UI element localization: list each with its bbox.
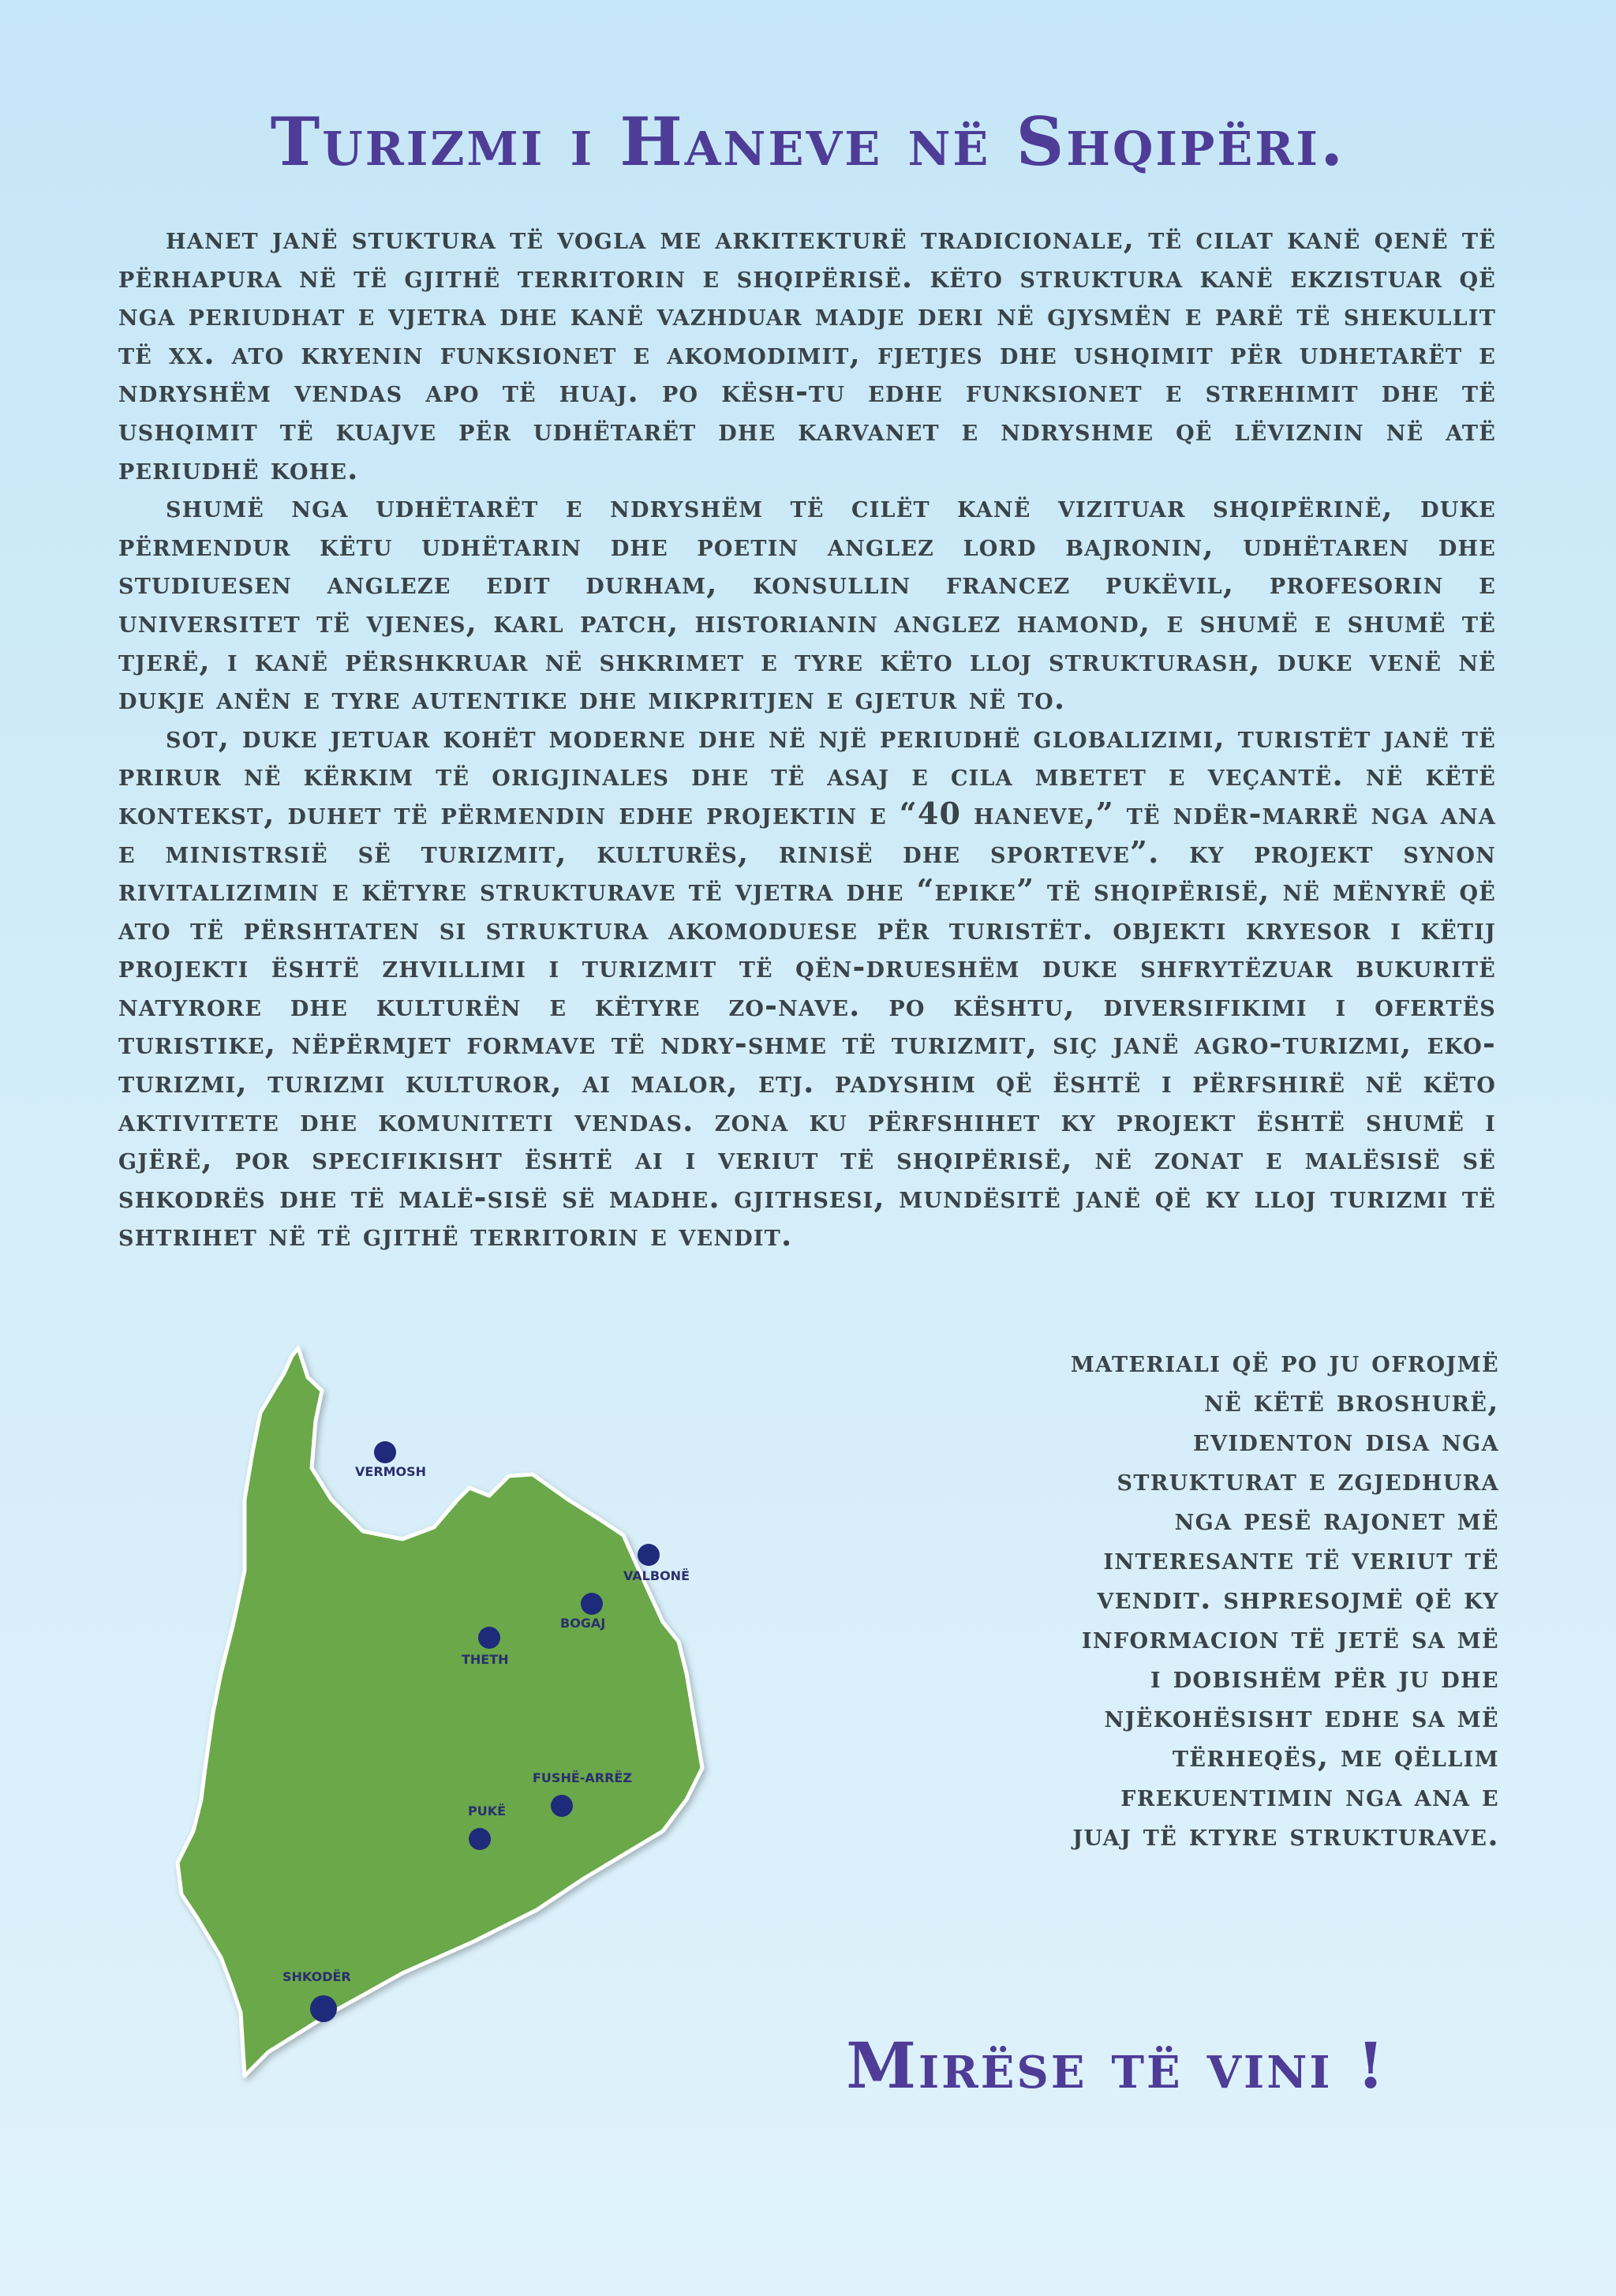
- welcome-heading: Mirëse të vini !: [846, 2028, 1387, 2103]
- city-marker: [478, 1627, 500, 1649]
- region-land-shape: [178, 1348, 702, 2076]
- city-marker: [638, 1544, 660, 1566]
- city-marker: [581, 1593, 603, 1615]
- paragraph-3: sot, duke jetuar kohët moderne dhe në një periudhë globalizimi, turistët janë të prirur në kërkim të origjinales dhe të asaj e cila mbetet e veçantë. në këtë kontekst, duhet të përmendin edhe projektin e “40 haneve,” të ndër-marrë nga ana e ministrsië së turizmit, kulturës, rinisë dhe sporteve”. ky projekt synon rivitalizimin e këtyre strukturave të vjetra dhe “epike” të shqipërisë, në mënyrë që ato të përshtaten si struktura akomoduese për turistët. objekti kryesor i këtij projekti është zhvillimi i turizmit të qën-drueshëm duke shfrytëzuar bukuritë natyrore dhe kulturën e këtyre zo-nave. po kështu, diversifikimi i ofertës turistike, nëpërmjet formave të ndry-shme të turizmit, siç janë agro-turizmi, eko-turizmi, turizmi kulturor, ai malor, etj. padyshim që është i përfshirë në këto aktivitete dhe komuniteti vendas. zona ku përfshihet ky projekt është shumë i gjërë, por specifikisht është ai i veriut të shqipërisë, në zonat e malësisë së shkodrës dhe të malë-sisë së madhe. gjithsesi, mundësitë janë që ky lloj turizmi të shtrihet në të gjithë territorin e vendit.: [118, 718, 1497, 1253]
- city-label: Valbonë: [623, 1568, 690, 1583]
- city-label: Theth: [462, 1652, 509, 1667]
- city-marker: [469, 1828, 491, 1850]
- body-text: [118, 219, 1496, 1255]
- paragraph-2: shumë nga udhëtarët e ndryshëm të cilët kanë vizituar shqipërinë, duke përmendur këtu udhëtarin dhe poetin anglez lord bajronin, udhëtaren dhe studiuesen angleze edit durham, konsullin francez pukëvil, profesorin e universitet të vjenes, karl patch, historianin anglez hamond, e shumë e shumë të tjerë, i kanë përshkruar në shkrimet e tyre këto lloj strukturash, duke venë në dukje anën e tyre autentike dhe mikpritjen e gjetur në to.: [118, 489, 1496, 717]
- city-marker: [551, 1795, 573, 1817]
- city-label: Vermosh: [355, 1464, 427, 1479]
- page-title: Turizmi i Haneve në Shqipëri.: [270, 103, 1346, 181]
- paragraph-1: hanet janë stuktura të vogla me arkitekturë tradicionale, të cilat kanë qenë të përhapura në të gjithë territorin e shqipërisë. këto struktura kanë ekzistuar që nga periudhat e vjetra dhe kanë vazhduar madje deri në gjysmën e parë të shekullit të xx. ato kryenin funksionet e akomodimit, fjetjes dhe ushqimit për udhetarët e ndryshëm vendas apo të huaj. po kësh-tu edhe funksionet e strehimit dhe të ushqimit të kuajve për udhëtarët dhe karvanet e ndryshme që lëviznin në atë periudhë kohe.: [118, 220, 1496, 486]
- city-label: Shkodër: [282, 1969, 351, 1984]
- map-graphic: [158, 1342, 1010, 2139]
- city-marker: [374, 1441, 396, 1463]
- region-map: [158, 1342, 1010, 2139]
- city-label: Bogaj: [560, 1616, 606, 1631]
- city-marker: [310, 1995, 337, 2022]
- city-label: Pukë: [468, 1803, 507, 1818]
- city-label: Fushë-Arrëz: [533, 1770, 632, 1785]
- intro-side-text: materiali që po ju ofrojmë në këtë broshurë, evidenton disa nga strukturat e zgjedhura nga pesë rajonet më interesante të veriut të vendit. shpresojmë që ky informacion të jetë sa më i dobishëm për ju dhe njëkohësisht edhe sa më tërheqës, me qëllim frekuentimin nga ana e juaj të ktyre strukturave.: [1070, 1343, 1499, 1852]
